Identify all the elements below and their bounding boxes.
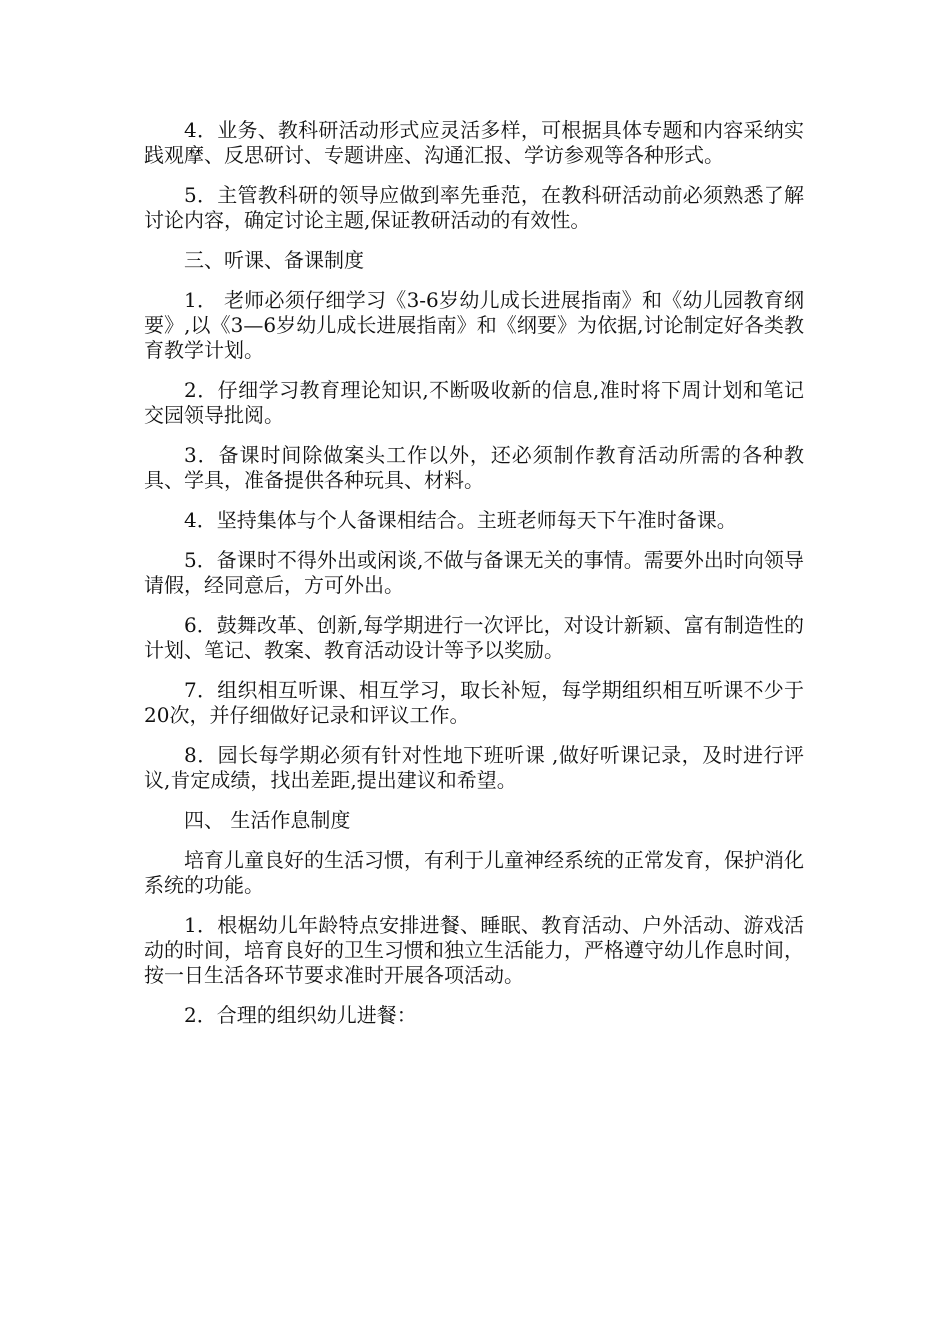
- paragraph-item-1-schedule: 1．根椐幼儿年龄特点安排进餐、睡眠、教育活动、户外活动、游戏活动的时间，培育良好的卫生习惯和独立生活能力，严格遵守幼儿作息时间，按一日生活各环节要求准时开展各项活动。: [144, 913, 804, 987]
- paragraph-item-2-meals: 2．合理的组织幼儿进餐：: [184, 1003, 417, 1027]
- section-heading-lesson-prep: 三、听课、备课制度: [184, 248, 364, 272]
- paragraph-item-4-collective-prep: 4．坚持集体与个人备课相结合。主班老师每天下午准时备课。: [184, 508, 737, 532]
- paragraph-routine-intro: 培育儿童良好的生活习惯，有利于儿童神经系统的正常发育，保护消化系统的功能。: [144, 848, 804, 897]
- document-body: [144, 118, 804, 1043]
- paragraph-item-4-activity-forms: 4．业务、教科研活动形式应灵活多样，可根据具体专题和内容采纳实践观摩、反思研讨、专题讲座、沟通汇报、学访参观等各种形式。: [144, 118, 804, 167]
- paragraph-item-5-no-leave: 5．备课时不得外出或闲谈,不做与备课无关的事情。需要外出时向领导请假，经同意后，方可外出。: [144, 548, 804, 597]
- paragraph-item-2-theory: 2．仔细学习教育理论知识,不断吸收新的信息,准时将下周计划和笔记交园领导批阅。: [144, 378, 804, 427]
- paragraph-item-8-director-observation: 8．园长每学期必须有针对性地下班听课 ,做好听课记录，及时进行评议,肯定成绩，找出差距,提出建议和希望。: [144, 743, 804, 792]
- paragraph-item-5-leadership: 5．主管教科研的领导应做到率先垂范，在教科研活动前必须熟悉了解讨论内容，确定讨论主题,保证教研活动的有效性。: [144, 183, 804, 232]
- paragraph-item-7-mutual-observation: 7．组织相互听课、相互学习，取长补短，每学期组织相互听课不少于20次，并仔细做好记录和评议工作。: [144, 678, 804, 727]
- paragraph-item-3-prep-time: 3．备课时间除做案头工作以外，还必须制作教育活动所需的各种教具、学具，准备提供各种玩具、材料。: [144, 443, 804, 492]
- section-heading-daily-routine: 四、 生活作息制度: [184, 808, 351, 832]
- paragraph-item-6-innovation: 6．鼓舞改革、创新,每学期进行一次评比，对设计新颖、富有制造性的计划、笔记、教案、教育活动设计等予以奖励。: [144, 613, 804, 662]
- paragraph-item-1-study-guide: 1． 老师必须仔细学习《3-6岁幼儿成长进展指南》和《幼儿园教育纲要》,以《3—6岁幼儿成长进展指南》和《纲要》为依据,讨论制定好各类教育教学计划。: [144, 288, 804, 362]
